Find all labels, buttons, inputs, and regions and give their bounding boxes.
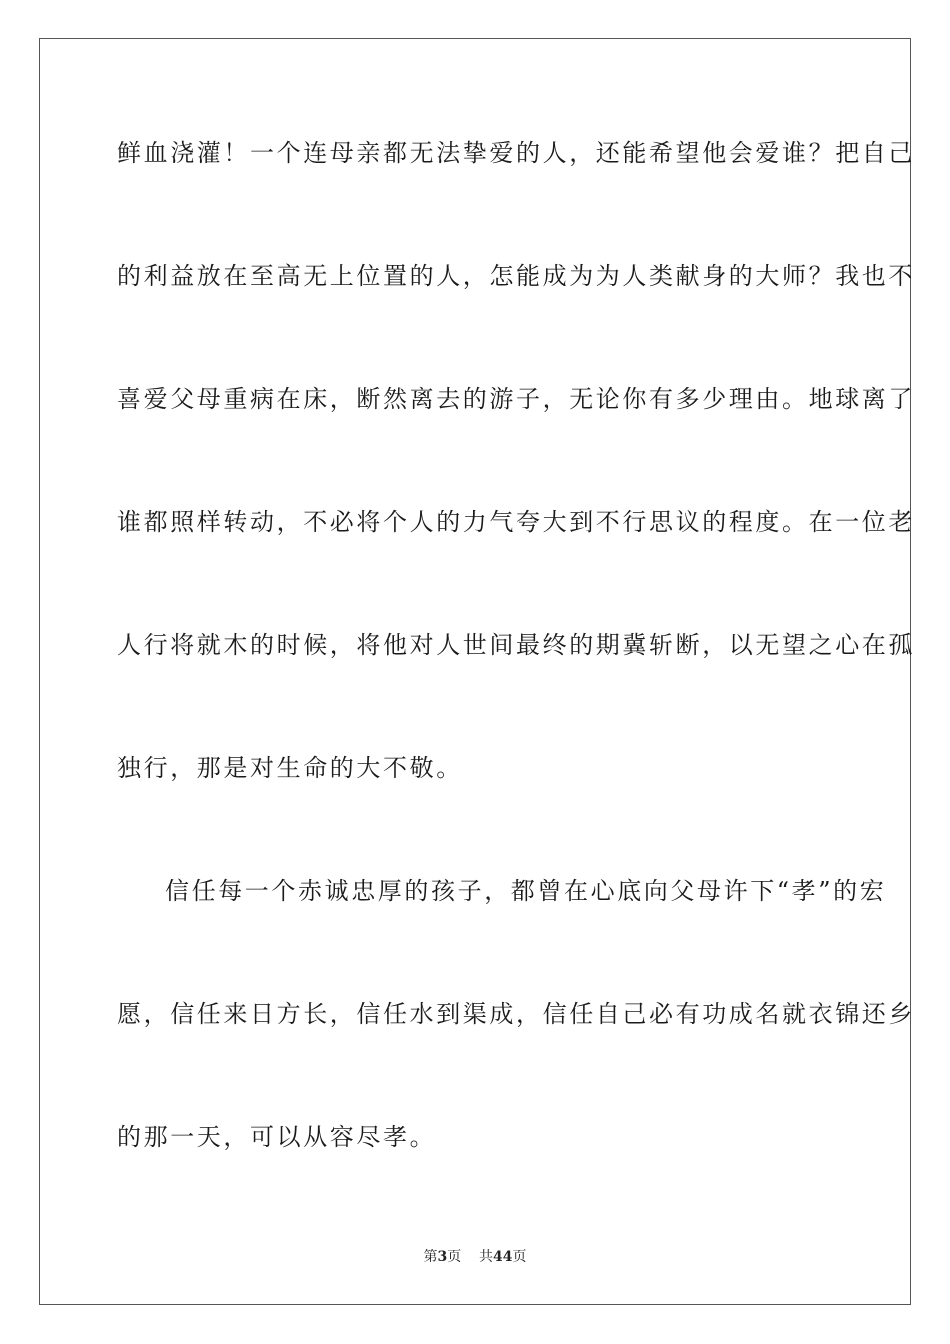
body-text-line-2: 的利益放在至高无上位置的人，怎能成为为人类献身的大师？我也不 [117, 262, 915, 290]
body-text-line-4: 谁都照样转动，不必将个人的力气夸大到不行思议的程度。在一位老 [117, 508, 915, 536]
body-text-line-8: 愿，信任来日方长，信任水到渠成，信任自己必有功成名就衣锦还乡 [117, 1000, 915, 1028]
body-text-line-7: 信任每一个赤诚忠厚的孩子，都曾在心底向父母许下“孝”的宏 [165, 877, 887, 905]
total-prefix: 共 [479, 1249, 494, 1265]
body-text-line-9: 的那一天，可以从容尽孝。 [117, 1123, 437, 1151]
body-text-line-3: 喜爱父母重病在床，断然离去的游子，无论你有多少理由。地球离了 [117, 385, 915, 413]
page-prefix: 第 [423, 1249, 438, 1265]
body-text-line-5: 人行将就木的时候，将他对人世间最终的期冀斩断，以无望之心在孤 [117, 631, 915, 659]
page-border [39, 38, 915, 1305]
body-text-line-6: 独行，那是对生命的大不敬。 [117, 754, 463, 782]
page-current: 3 [437, 1249, 448, 1265]
page-total: 44 [493, 1249, 513, 1265]
page-suffix: 页 [447, 1249, 462, 1265]
body-text-line-1: 鲜血浇灌！一个连母亲都无法挚爱的人，还能希望他会爱谁？把自己 [117, 139, 915, 167]
page-footer [0, 1248, 950, 1266]
total-suffix: 页 [512, 1249, 527, 1265]
